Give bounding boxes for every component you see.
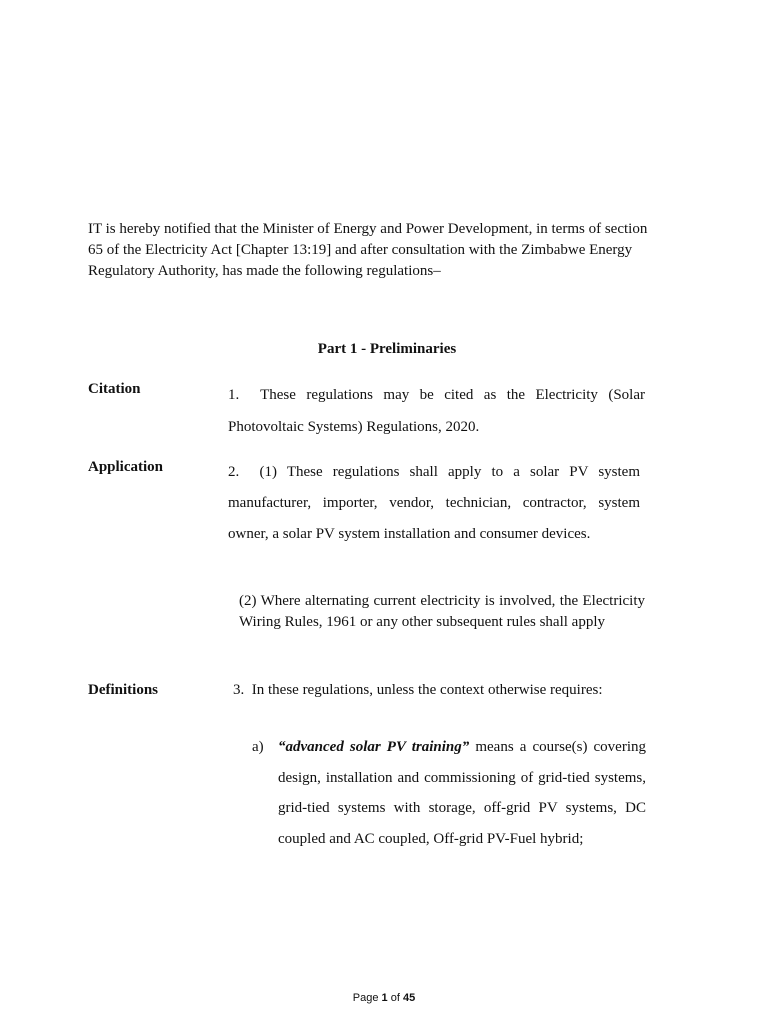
footer-current-page: 1 bbox=[381, 992, 388, 1004]
definition-item bbox=[252, 732, 646, 854]
footer-prefix: Page bbox=[352, 992, 379, 1004]
application-number: 2. bbox=[228, 464, 240, 480]
definition-text: means a course(s) covering design, installation and commissioning of grid-tied systems, grid-tied systems with storage, off-grid PV systems, DC coupled and AC coupled, Off-grid PV-Fuel hybrid; bbox=[278, 739, 646, 847]
definitions-intro bbox=[233, 680, 653, 701]
citation-body: These regulations may be cited as the Electricity (Solar Photovoltaic Systems) Regulations, 2020. bbox=[228, 387, 646, 435]
citation-text bbox=[228, 379, 645, 443]
page-footer bbox=[0, 992, 768, 1004]
definition-marker: a) bbox=[252, 739, 264, 755]
application-label: Application bbox=[88, 459, 164, 475]
definitions-number: 3. bbox=[233, 682, 245, 698]
definition-body bbox=[278, 732, 646, 854]
application-sub1 bbox=[228, 457, 640, 550]
footer-total-pages: 45 bbox=[402, 992, 416, 1004]
part-heading: Part 1 - Preliminaries bbox=[317, 341, 457, 357]
citation-label: Citation bbox=[88, 381, 141, 397]
definitions-label: Definitions bbox=[88, 682, 159, 698]
definitions-body: In these regulations, unless the context otherwise requires: bbox=[251, 682, 603, 698]
citation-number: 1. bbox=[228, 387, 240, 403]
application-sub2: (2) Where alternating current electricity is involved, the Electricity Wiring Rules, 1961 or any other subsequent rules shall apply bbox=[239, 593, 645, 630]
intro-paragraph: IT is hereby notified that the Minister of Energy and Power Development, in terms of section 65 of the Electricity Act [Chapter 13:19] and after consultation with the Zimbabwe Energy Regulatory Authority, has made the following regulations– bbox=[88, 221, 648, 279]
application-sub1-body: (1) These regulations shall apply to a solar PV system manufacturer, importer, vendor, technician, contractor, system owner, a solar PV system installation and consumer devices. bbox=[228, 464, 640, 542]
definition-term: “advanced solar PV training” bbox=[278, 739, 470, 755]
footer-separator: of bbox=[390, 992, 400, 1004]
